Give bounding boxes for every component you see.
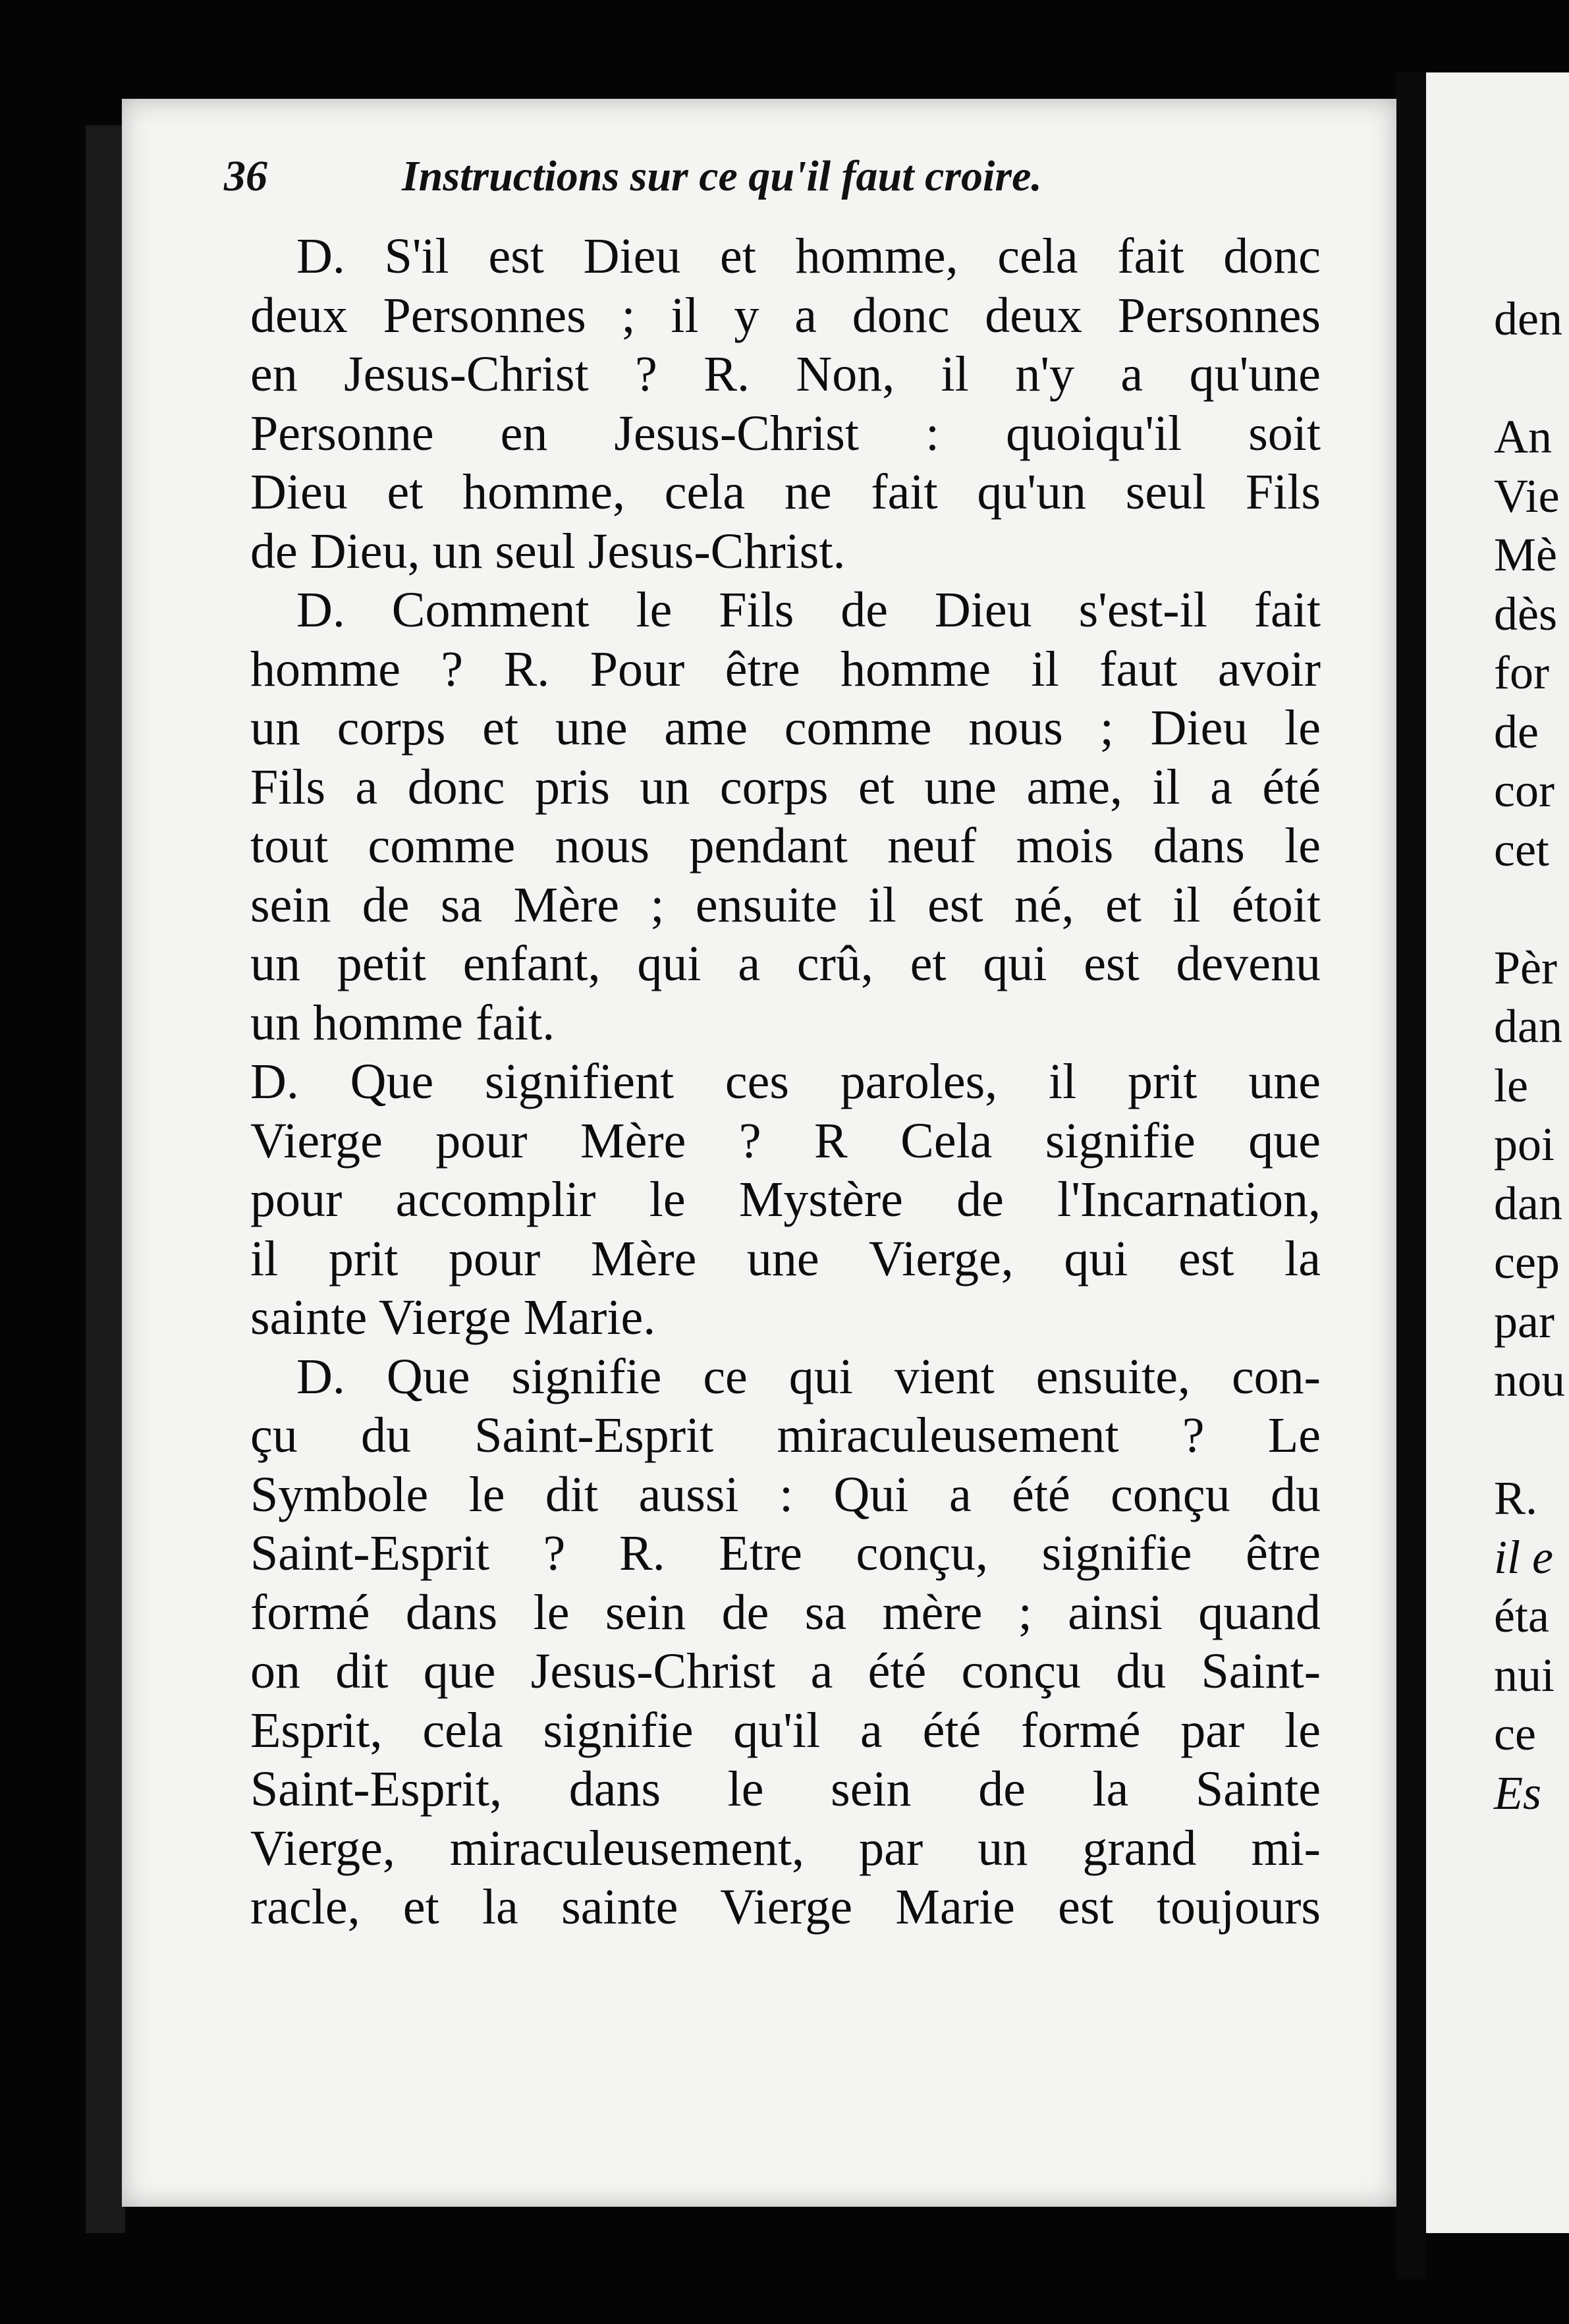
right-page-line (1494, 879, 1569, 939)
right-page-line: for (1494, 646, 1549, 699)
right-page-line: R. (1494, 1472, 1538, 1524)
running-title: Instructions sur ce qu'il faut croire. (402, 152, 1042, 200)
text-line: sein de sa Mère ; ensuite il est né, et il étoit (250, 877, 1321, 933)
page-gutter (1396, 72, 1426, 2279)
right-page-line: dès (1494, 587, 1557, 640)
text-line: D. Comment le Fils de Dieu s'est-il fait (296, 582, 1321, 638)
text-line: un petit enfant, qui a crû, et qui est devenu (250, 936, 1321, 991)
text-line: tout comme nous pendant neuf mois dans le (250, 818, 1321, 873)
text-line: Esprit, cela signifie qu'il a été formé par le (250, 1702, 1321, 1758)
text-line: il prit pour Mère une Vierge, qui est la (250, 1231, 1321, 1286)
text-line: formé dans le sein de sa mère ; ainsi quand (250, 1584, 1321, 1640)
right-page-line: Pèr (1494, 941, 1557, 994)
right-page-line: Es (1494, 1766, 1541, 1819)
text-line: Symbole le dit aussi : Qui a été conçu du (250, 1466, 1321, 1522)
text-line: un homme fait. (250, 995, 555, 1051)
right-page-line: de (1494, 705, 1539, 758)
text-line: sainte Vierge Marie. (250, 1290, 656, 1345)
text-line: Vierge, miraculeusement, par un grand mi- (250, 1820, 1321, 1876)
right-page-line: cet (1494, 823, 1549, 876)
right-page-line: le (1494, 1059, 1528, 1112)
text-line: D. Que signifie ce qui vient ensuite, con- (296, 1348, 1321, 1404)
right-page-line: il e (1494, 1530, 1553, 1584)
right-page-line: cor (1494, 764, 1555, 817)
right-page-line: den (1494, 292, 1562, 345)
body-text (250, 227, 1321, 1937)
text-line: en Jesus-Christ ? R. Non, il n'y a qu'une (250, 346, 1321, 402)
right-page-line: dan (1494, 1000, 1562, 1053)
text-line: Saint-Esprit, dans le sein de la Sainte (250, 1761, 1321, 1817)
right-page-line: cep (1494, 1236, 1560, 1288)
text-line: D. S'il est Dieu et homme, cela fait donc (296, 229, 1321, 284)
right-page-line: dan (1494, 1176, 1562, 1230)
right-page-line: par (1494, 1294, 1555, 1348)
text-line: homme ? R. Pour être homme il faut avoir (250, 641, 1321, 697)
text-line: deux Personnes ; il y a donc deux Personnes (250, 287, 1321, 343)
text-line: D. Que signifient ces paroles, il prit une (250, 1054, 1321, 1109)
text-line: Dieu et homme, cela ne fait qu'un seul Fils (250, 464, 1321, 520)
text-line: Saint-Esprit ? R. Etre conçu, signifie être (250, 1526, 1321, 1581)
text-line: Personne en Jesus-Christ : quoiqu'il soit (250, 405, 1321, 461)
right-page-line (1494, 349, 1569, 408)
right-page-text (1494, 290, 1569, 1823)
text-line: Vierge pour Mère ? R Cela signifie que (250, 1113, 1321, 1169)
right-page-line (1494, 1410, 1569, 1470)
text-line: de Dieu, un seul Jesus-Christ. (250, 523, 846, 579)
right-page-line: éta (1494, 1590, 1549, 1642)
text-line: on dit que Jesus-Christ a été conçu du Saint- (250, 1644, 1321, 1699)
text-line: racle, et la sainte Vierge Marie est toujours (250, 1879, 1321, 1935)
right-page-line: An (1494, 410, 1552, 463)
right-page-line: poi (1494, 1118, 1555, 1171)
right-page-line: ce (1494, 1707, 1536, 1760)
right-page-line: Mè (1494, 528, 1557, 581)
right-page-line: nui (1494, 1648, 1555, 1702)
page-number: 36 (224, 152, 267, 200)
right-page-line: nou (1494, 1354, 1565, 1406)
running-header (224, 152, 1344, 217)
book-spine-shadow (86, 125, 125, 2233)
text-line: pour accomplir le Mystère de l'Incarnation, (250, 1172, 1321, 1227)
text-line: çu du Saint-Esprit miraculeusement ? Le (250, 1408, 1321, 1463)
text-line: Fils a donc pris un corps et une ame, il a été (250, 759, 1321, 815)
text-line: un corps et une ame comme nous ; Dieu le (250, 700, 1321, 756)
right-page-line: Vie (1494, 469, 1560, 522)
